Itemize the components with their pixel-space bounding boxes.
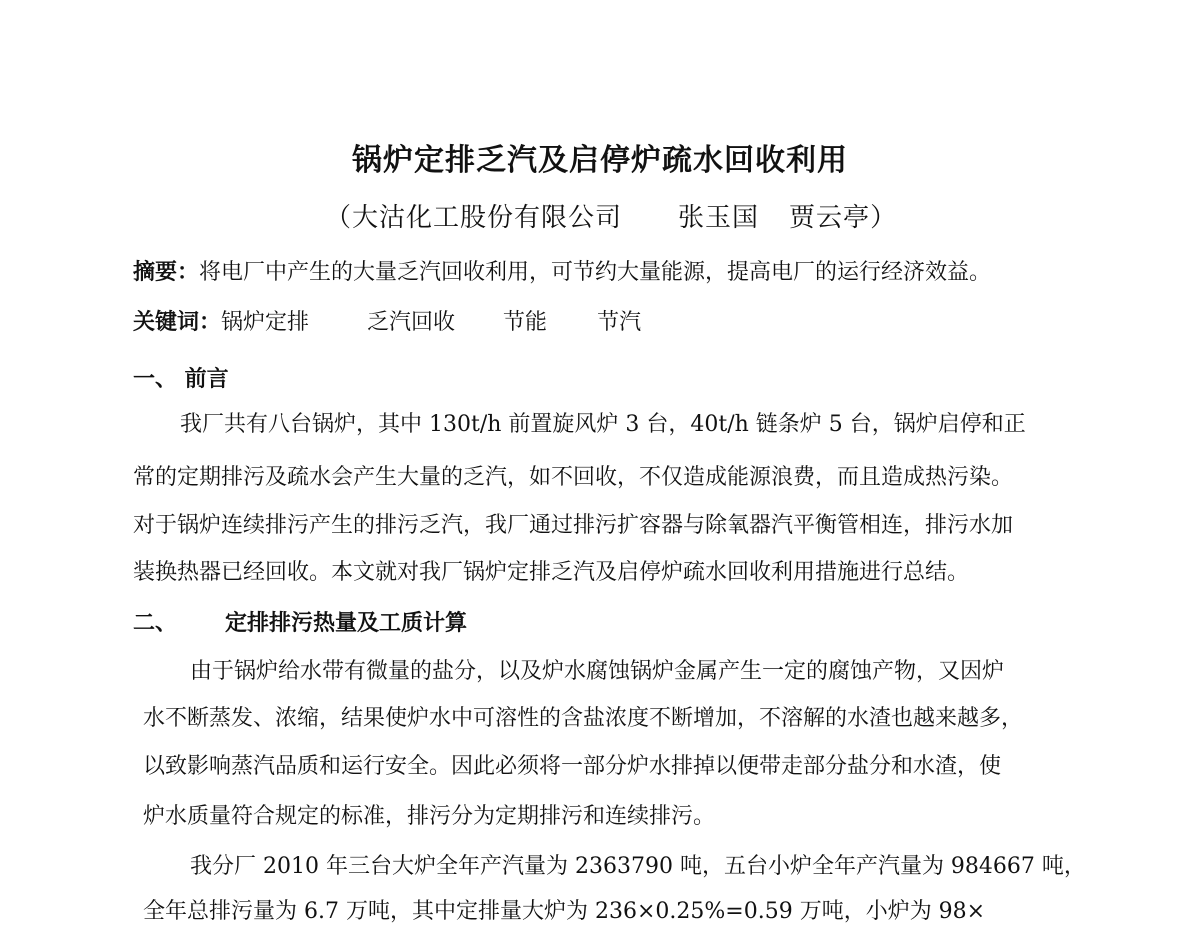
paragraph-line: 我厂共有八台锅炉，其中 130t/h 前置旋风炉 3 台，40t/h 链条炉 5 台，锅炉启停和正 bbox=[180, 412, 1026, 437]
paragraph-line: 常的定期排污及疏水会产生大量的乏汽，如不回收，不仅造成能源浪费，而且造成热污染。 bbox=[133, 465, 1014, 490]
author-name-1: 张玉国 bbox=[678, 203, 760, 233]
section-2-title: 定排排污热量及工质计算 bbox=[225, 610, 468, 636]
keyword-item: 节汽 bbox=[597, 310, 642, 335]
keyword-item: 乏汽回收 bbox=[367, 310, 456, 335]
paragraph-line: 水不断蒸发、浓缩，结果使炉水中可溶性的含盐浓度不断增加，不溶解的水渣也越来越多， bbox=[143, 706, 1024, 731]
section-2-heading bbox=[133, 608, 467, 638]
paragraph-line: 我分厂 2010 年三台大炉全年产汽量为 2363790 吨，五台小炉全年产汽量为 984667 吨， bbox=[190, 854, 1086, 879]
paragraph-line: 对于锅炉连续排污产生的排污乏汽，我厂通过排污扩容器与除氧器汽平衡管相连，排污水加 bbox=[133, 513, 1014, 538]
keywords-label: 关键词： bbox=[133, 309, 222, 335]
keyword-item: 节能 bbox=[503, 310, 548, 335]
paragraph-line: 以致影响蒸汽品质和运行安全。因此必须将一部分炉水排掉以便带走部分盐分和水渣，使 bbox=[143, 754, 1002, 779]
paragraph-line: 炉水质量符合规定的标准，排污分为定期排污和连续排污。 bbox=[143, 804, 716, 829]
subtitle-open-paren: （ bbox=[325, 203, 353, 233]
author-name-2: 贾云亭 bbox=[789, 203, 871, 233]
document-title: 锅炉定排乏汽及启停炉疏水回收利用 bbox=[352, 143, 848, 178]
abstract bbox=[133, 257, 991, 288]
subtitle-close-paren: ） bbox=[870, 203, 898, 233]
section-1-heading: 一、 前言 bbox=[133, 366, 229, 392]
section-2-number: 二、 bbox=[133, 610, 178, 636]
paragraph-line: 由于锅炉给水带有微量的盐分，以及炉水腐蚀锅炉金属产生一定的腐蚀产物，又因炉 bbox=[190, 659, 1005, 684]
keyword-item: 锅炉定排 bbox=[221, 310, 310, 335]
author-affiliation bbox=[325, 197, 897, 234]
keywords bbox=[133, 307, 641, 338]
abstract-label: 摘要： bbox=[133, 259, 200, 285]
paragraph-line: 装换热器已经回收。本文就对我厂锅炉定排乏汽及启停炉疏水回收利用措施进行总结。 bbox=[133, 560, 970, 585]
company-name: 大沽化工股份有限公司 bbox=[352, 203, 623, 233]
abstract-text: 将电厂中产生的大量乏汽回收利用，可节约大量能源，提高电厂的运行经济效益。 bbox=[199, 260, 992, 285]
paragraph-line: 全年总排污量为 6.7 万吨，其中定排量大炉为 236×0.25%=0.59 万吨，小炉为 98× bbox=[143, 899, 986, 924]
